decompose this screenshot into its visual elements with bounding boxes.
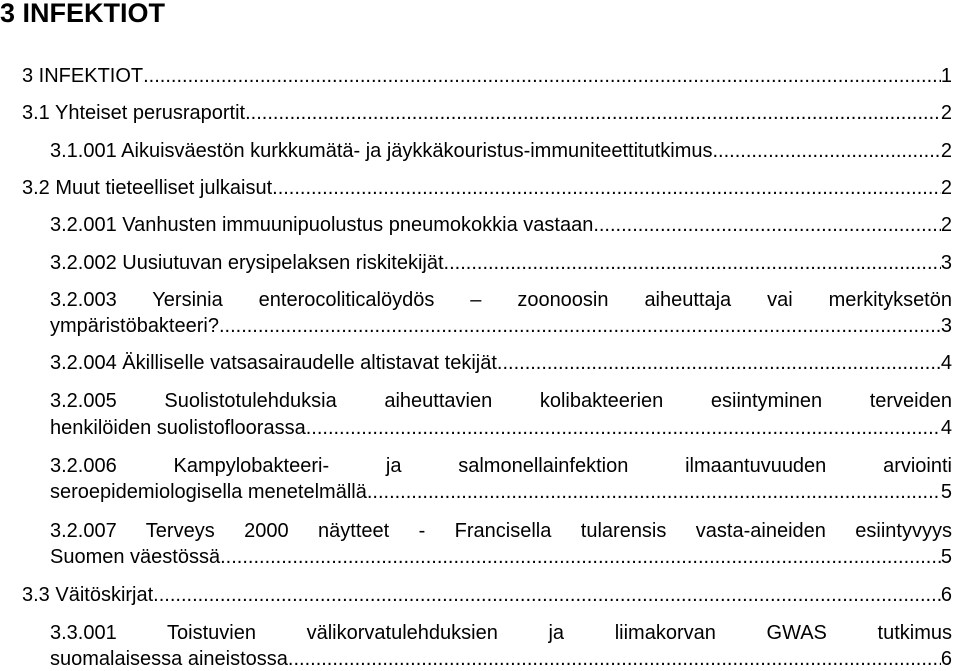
- toc-leader-dots: [272, 176, 941, 200]
- toc-entry-3-2-002[interactable]: [50, 251, 952, 275]
- toc-entry-title: 3.1 Yhteiset perusraportit: [22, 102, 246, 124]
- toc-entry-3-2-001[interactable]: [50, 213, 952, 237]
- toc-leader-dots: [220, 545, 941, 569]
- toc-leader-dots: [143, 64, 941, 88]
- toc-entry-title: 3.1.001 Aikuisväestön kurkkumätä- ja jäykkäkouristus-immuniteettitutkimus: [50, 140, 713, 162]
- chapter-heading: 3 INFEKTIOT: [0, 0, 166, 28]
- toc-leader-dots: [306, 416, 941, 440]
- toc-page-number: 4: [940, 417, 952, 439]
- toc-entry-3-2-006-line1[interactable]: 3.2.006 Kampylobakteeri- ja salmonellainfektion ilmaantuvuuden arviointi: [50, 455, 952, 477]
- toc-page-number: 5: [940, 546, 952, 568]
- toc-page-number: 4: [940, 352, 952, 374]
- toc-entry-title: 3.3 Väitöskirjat: [22, 584, 154, 606]
- toc-entry-title: 3.2.004 Äkilliselle vatsasairaudelle altistavat tekijät: [50, 352, 497, 374]
- toc-page-number: 6: [940, 648, 952, 670]
- toc-page-number: 3: [940, 252, 952, 274]
- toc-entry-title: suomalaisessa aineistossa: [50, 648, 288, 670]
- toc-leader-dots: [367, 480, 941, 504]
- toc-entry-3-3[interactable]: [22, 583, 952, 607]
- toc-entry-title: 3.2 Muut tieteelliset julkaisut: [22, 177, 273, 199]
- toc-leader-dots: [713, 139, 941, 163]
- toc-entry-3-2[interactable]: [22, 176, 952, 200]
- toc-leader-dots: [153, 583, 941, 607]
- toc-entry-3-2-005-line1[interactable]: 3.2.005 Suolistotulehduksia aiheuttavien kolibakteerien esiintyminen terveiden: [50, 390, 952, 412]
- toc-page-number: 1: [940, 65, 952, 87]
- toc-entry-title: 3.2.002 Uusiutuvan erysipelaksen riskitekijät: [50, 252, 444, 274]
- toc-entry-3-3-001[interactable]: [50, 647, 952, 671]
- toc-leader-dots: [497, 351, 941, 375]
- toc-page-number: 6: [940, 584, 952, 606]
- toc-entry-3-2-005[interactable]: [50, 416, 952, 440]
- toc-entry-title: Suomen väestössä: [50, 546, 221, 568]
- toc-entry-3[interactable]: [22, 64, 952, 88]
- toc-entry-title: 3 INFEKTIOT: [22, 65, 144, 87]
- toc-entry-title: seroepidemiologisella menetelmällä: [50, 481, 367, 503]
- toc-leader-dots: [288, 647, 941, 671]
- toc-page-number: 3: [940, 315, 952, 337]
- toc-entry-3-2-007[interactable]: [50, 545, 952, 569]
- toc-entry-3-2-003[interactable]: [50, 314, 952, 338]
- toc-page-number: 2: [940, 140, 952, 162]
- toc-entry-3-2-004[interactable]: [50, 351, 952, 375]
- toc-entry-3-2-006[interactable]: [50, 480, 952, 504]
- toc-entry-title: henkilöiden suolistofloorassa: [50, 417, 306, 439]
- toc-leader-dots: [245, 101, 941, 125]
- toc-entry-3-2-003-line1[interactable]: 3.2.003 Yersinia enterocoliticalöydös – zoonoosin aiheuttaja vai merkityksetön: [50, 289, 952, 311]
- toc-page-number: 2: [940, 214, 952, 236]
- toc-page-number: 5: [940, 481, 952, 503]
- toc-entry-3-1-001[interactable]: [50, 139, 952, 163]
- toc-entry-title: ympäristöbakteeri?: [50, 315, 219, 337]
- toc-page-number: 2: [940, 102, 952, 124]
- toc-entry-3-1[interactable]: [22, 101, 952, 125]
- toc-entry-3-2-007-line1[interactable]: 3.2.007 Terveys 2000 näytteet - Francisella tularensis vasta-aineiden esiintyvyys: [50, 520, 952, 542]
- toc-entry-3-3-001-line1[interactable]: 3.3.001 Toistuvien välikorvatulehduksien ja liimakorvan GWAS tutkimus: [50, 622, 952, 644]
- toc-leader-dots: [219, 314, 941, 338]
- toc-page-number: 2: [940, 177, 952, 199]
- toc-leader-dots: [593, 213, 941, 237]
- toc-entry-title: 3.2.001 Vanhusten immuunipuolustus pneumokokkia vastaan: [50, 214, 594, 236]
- toc-leader-dots: [444, 251, 941, 275]
